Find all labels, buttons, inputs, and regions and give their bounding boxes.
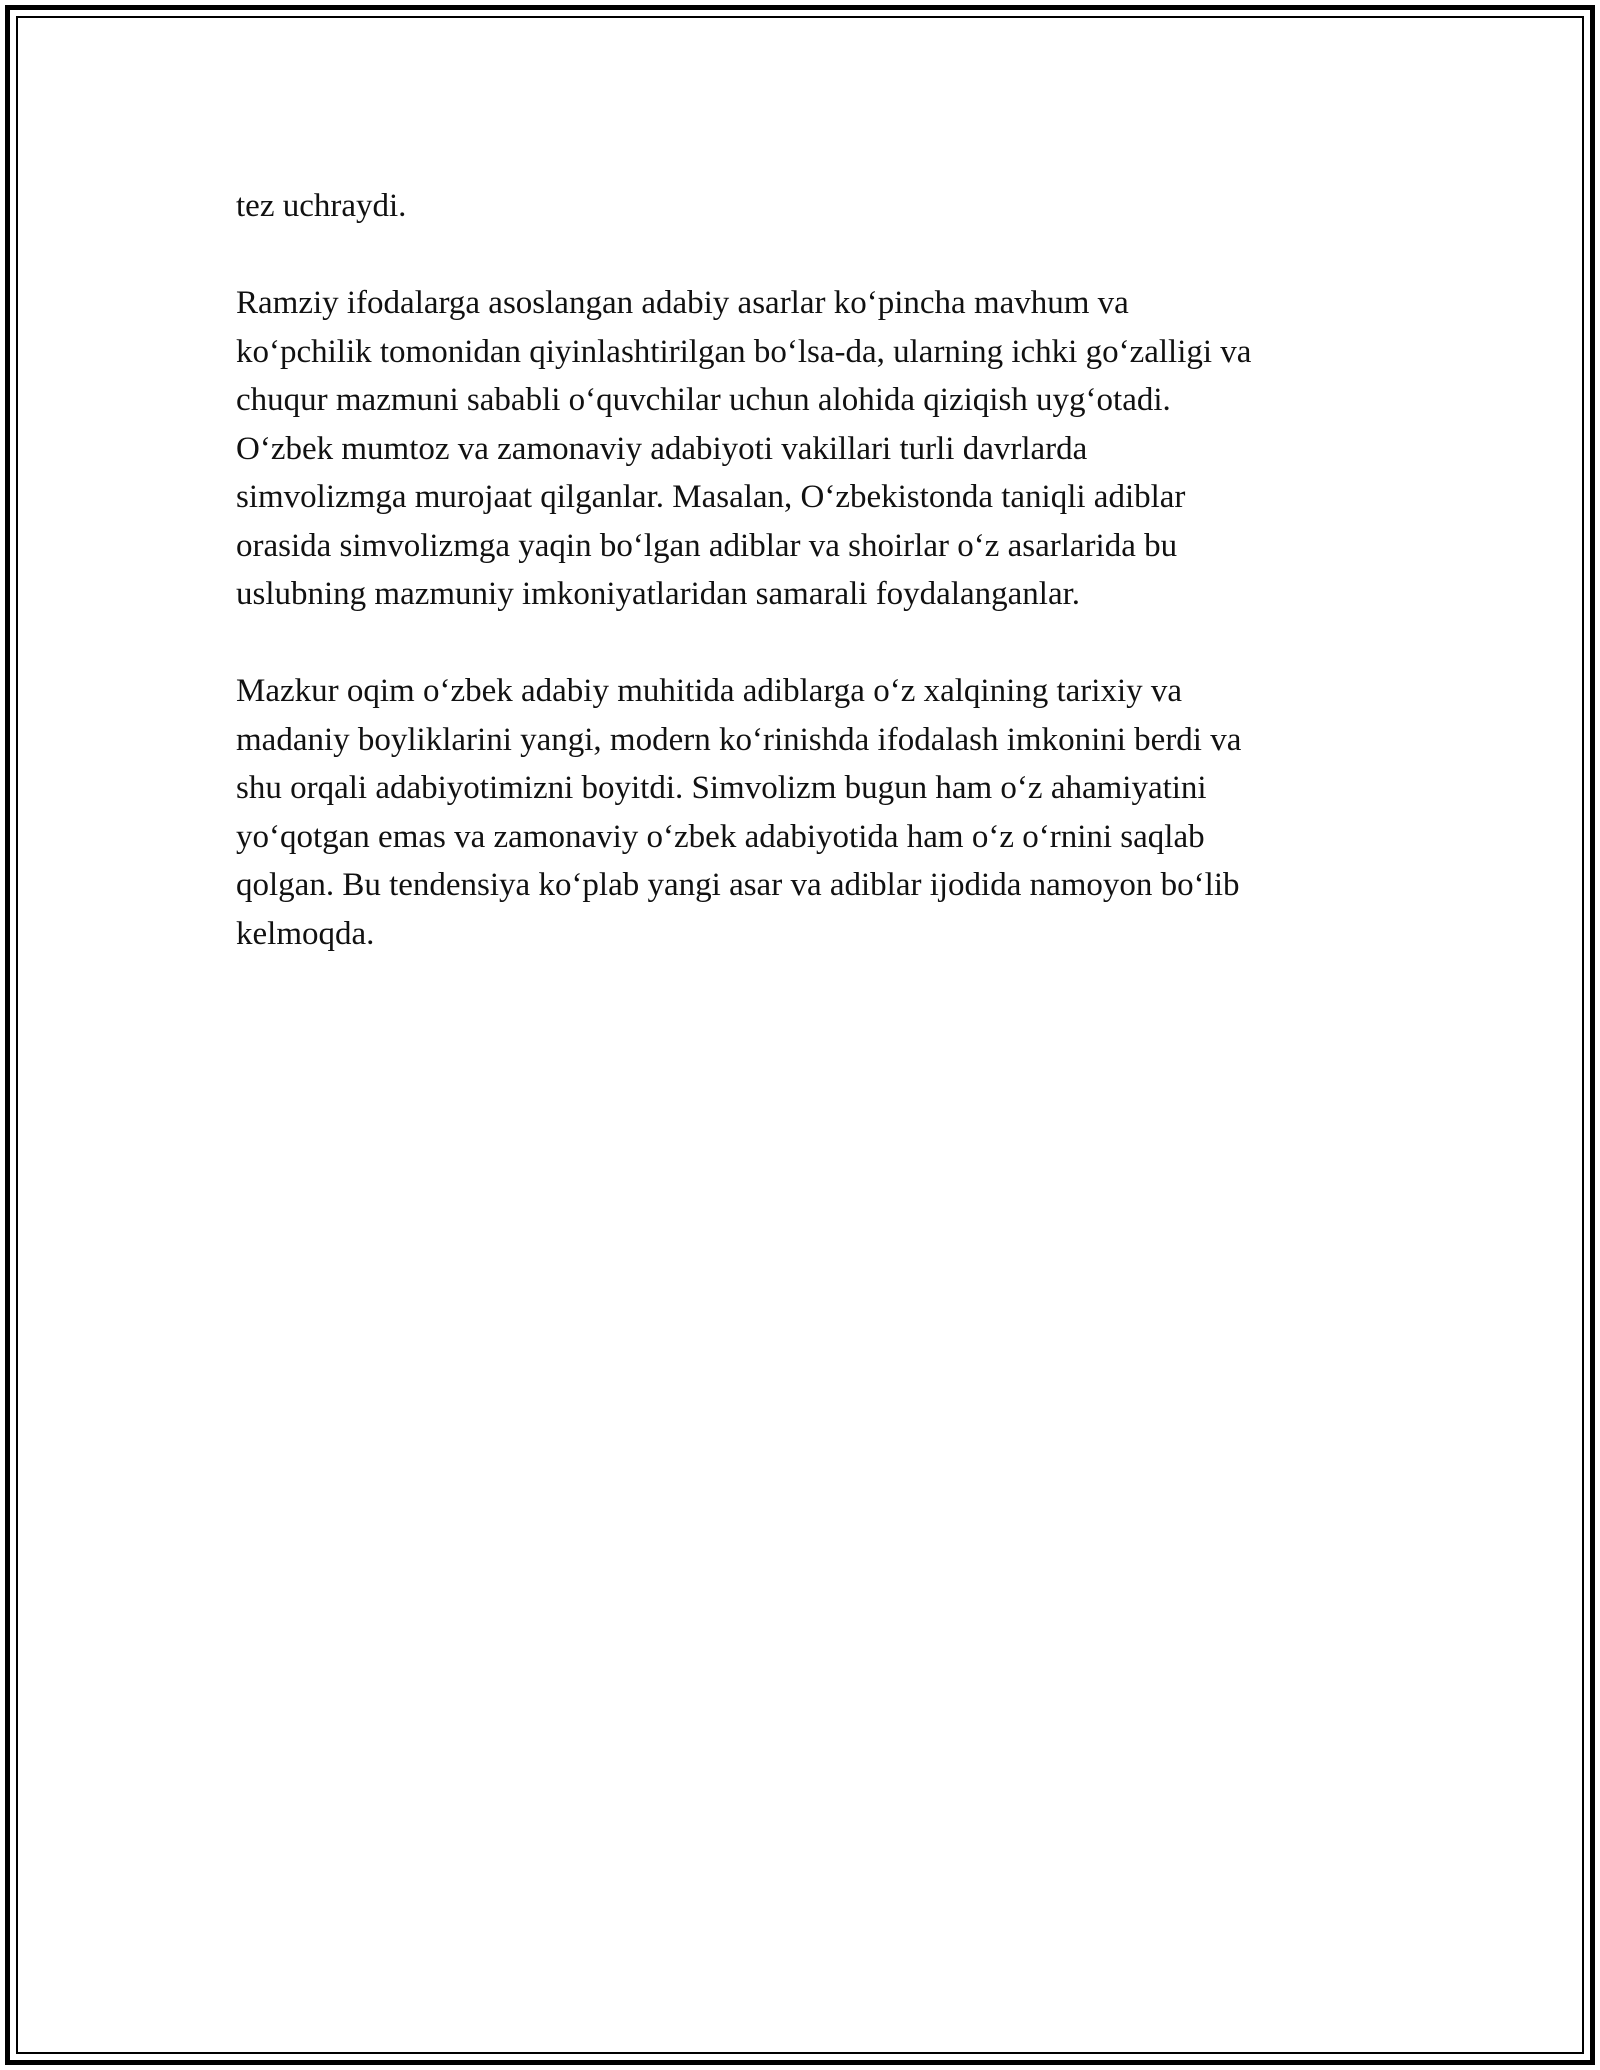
text-line: shu orqali adabiyotimizni boyitdi. Simvolizm bugun ham o‘z ahamiyatini bbox=[236, 770, 1207, 806]
paragraph-3 bbox=[236, 667, 1386, 958]
text-line: O‘zbek mumtoz va zamonaviy adabiyoti vakillari turli davrlarda bbox=[236, 430, 1088, 467]
text-line: tez uchraydi. bbox=[236, 188, 407, 224]
text-line: kelmoqda. bbox=[236, 915, 375, 952]
text-line: simvolizmga murojaat qilganlar. Masalan, O‘zbekistonda taniqli adiblar bbox=[236, 479, 1186, 515]
text-line: madaniy boyliklarini yangi, modern ko‘rinishda ifodalash imkonini berdi va bbox=[236, 721, 1242, 758]
text-line: orasida simvolizmga yaqin bo‘lgan adiblar va shoirlar o‘z asarlarida bu bbox=[236, 527, 1178, 564]
paragraph-1 bbox=[236, 182, 1386, 231]
text-line: uslubning mazmuniy imkoniyatlaridan samarali foydalanganlar. bbox=[236, 576, 1081, 612]
text-line: Ramziy ifodalarga asoslangan adabiy asarlar ko‘pincha mavhum va bbox=[236, 285, 1129, 321]
paragraph-2 bbox=[236, 279, 1386, 619]
text-line: Mazkur oqim o‘zbek adabiy muhitida adiblarga o‘z xalqining tarixiy va bbox=[236, 673, 1183, 709]
text-line: yo‘qotgan emas va zamonaviy o‘zbek adabiyotida ham o‘z o‘rnini saqlab bbox=[236, 818, 1205, 855]
text-line: qolgan. Bu tendensiya ko‘plab yangi asar va adiblar ijodida namoyon bo‘lib bbox=[236, 867, 1240, 903]
text-line: ko‘pchilik tomonidan qiyinlashtirilgan bo‘lsa-da, ularning ichki go‘zalligi va bbox=[236, 333, 1252, 370]
document-body bbox=[236, 182, 1386, 1007]
text-line: chuqur mazmuni sababli o‘quvchilar uchun alohida qiziqish uyg‘otadi. bbox=[236, 382, 1171, 418]
